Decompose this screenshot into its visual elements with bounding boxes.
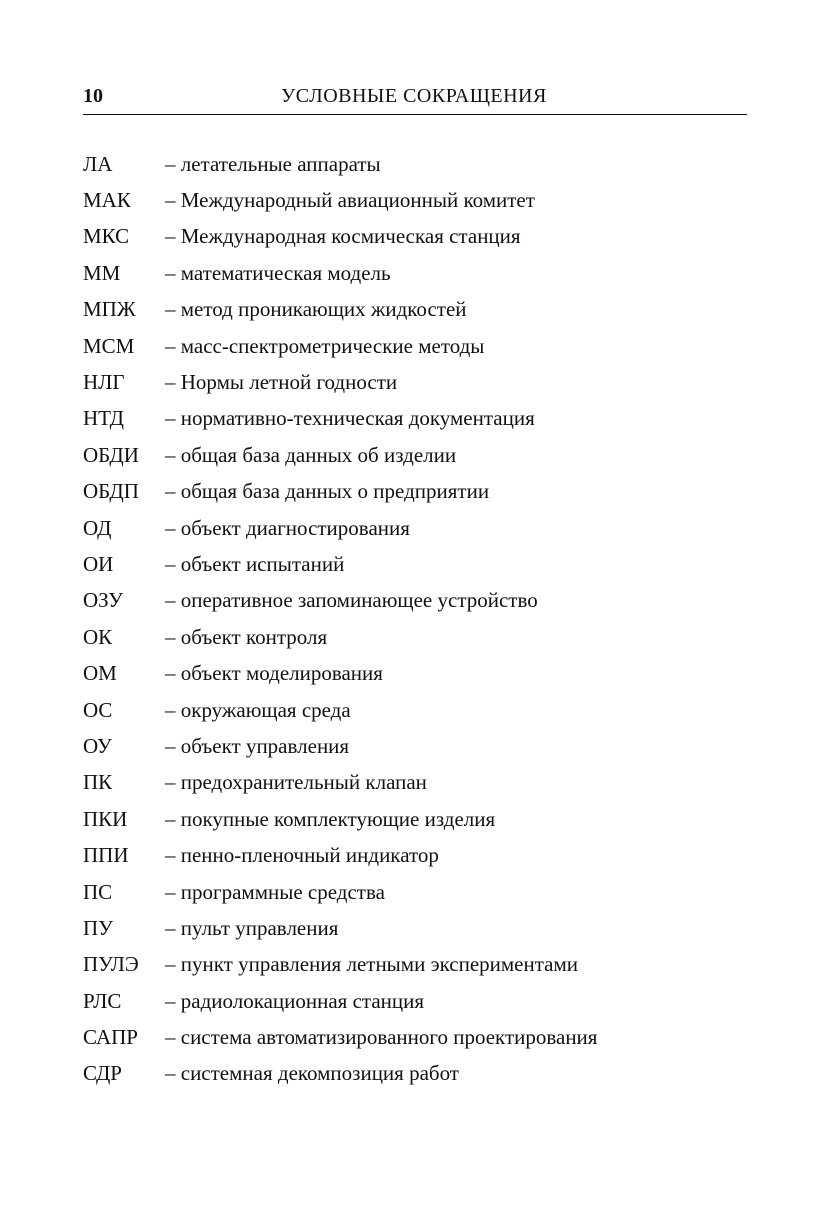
abbreviation-term: МСМ	[83, 333, 135, 358]
abbreviation-definition: – Международный авиационный комитет	[165, 188, 535, 213]
abbreviation-term: ОУ	[83, 733, 112, 758]
abbreviation-row	[83, 219, 747, 255]
abbreviation-row	[83, 292, 747, 328]
abbreviation-row	[83, 437, 747, 473]
abbreviation-term: ПКИ	[83, 806, 128, 831]
abbreviation-definition: – пенно-пленочный индикатор	[165, 843, 439, 868]
abbreviation-row	[83, 874, 747, 910]
abbreviation-row	[83, 510, 747, 546]
abbreviation-term: ПУ	[83, 915, 114, 940]
abbreviation-term: РЛС	[83, 988, 122, 1013]
abbreviation-definition: – предохранительный клапан	[165, 770, 427, 795]
abbreviation-row	[83, 255, 747, 291]
abbreviation-definition: – общая база данных о предприятии	[165, 479, 490, 504]
abbreviation-definition: – системная декомпозиция работ	[165, 1061, 459, 1086]
abbreviation-definition: – общая база данных об изделии	[165, 442, 457, 467]
abbreviation-definition: – масс-спектрометрические методы	[165, 333, 485, 358]
abbreviation-term: САПР	[83, 1025, 138, 1050]
abbreviation-row	[83, 474, 747, 510]
abbreviation-definition: – программные средства	[165, 879, 385, 904]
abbreviation-definition: – нормативно-техническая документация	[165, 406, 535, 431]
abbreviation-term: НЛГ	[83, 370, 125, 395]
abbreviation-term: ЛА	[83, 151, 113, 176]
abbreviation-term: ОБДИ	[83, 442, 139, 467]
abbreviation-term: НТД	[83, 406, 124, 431]
abbreviation-row	[83, 837, 747, 873]
abbreviation-term: ММ	[83, 260, 121, 285]
abbreviation-term: ОИ	[83, 551, 114, 576]
abbreviation-definition: – пункт управления летными экспериментами	[165, 952, 579, 977]
abbreviation-term: СДР	[83, 1061, 122, 1086]
abbreviation-term: ОЗУ	[83, 588, 124, 613]
abbreviation-definition: – оперативное запоминающее устройство	[165, 588, 538, 613]
abbreviation-row	[83, 182, 747, 218]
abbreviation-term: ОМ	[83, 661, 117, 686]
abbreviation-row	[83, 583, 747, 619]
abbreviation-row	[83, 546, 747, 582]
abbreviation-term: МАК	[83, 188, 131, 213]
abbreviation-definition: – радиолокационная станция	[165, 988, 425, 1013]
abbreviation-definition: – объект испытаний	[165, 551, 345, 576]
abbreviation-row	[83, 619, 747, 655]
abbreviation-definition: – объект контроля	[165, 624, 328, 649]
abbreviation-definition: – летательные аппараты	[165, 151, 381, 176]
header-rule	[83, 114, 747, 115]
abbreviation-term: МПЖ	[83, 297, 136, 322]
abbreviation-row	[83, 728, 747, 764]
abbreviation-term: ОД	[83, 515, 112, 540]
abbreviation-term: МКС	[83, 224, 130, 249]
abbreviation-row	[83, 401, 747, 437]
abbreviation-row	[83, 1019, 747, 1055]
abbreviation-term: ОК	[83, 624, 113, 649]
abbreviation-term: ПК	[83, 770, 113, 795]
abbreviation-term: ПС	[83, 879, 113, 904]
abbreviation-definition: – пульт управления	[165, 915, 339, 940]
abbreviation-row	[83, 910, 747, 946]
abbreviation-row	[83, 655, 747, 691]
page-number: 10	[83, 85, 103, 107]
abbreviation-definition: – математическая модель	[165, 260, 391, 285]
abbreviation-list	[83, 146, 747, 1092]
abbreviation-term: ПУЛЭ	[83, 952, 139, 977]
abbreviation-definition: – метод проникающих жидкостей	[165, 297, 467, 322]
abbreviation-term: ППИ	[83, 843, 129, 868]
abbreviation-definition: – объект диагностирования	[165, 515, 410, 540]
abbreviation-row	[83, 146, 747, 182]
abbreviation-definition: – Нормы летной годности	[165, 370, 398, 395]
abbreviation-row	[83, 364, 747, 400]
abbreviation-definition: – объект моделирования	[165, 661, 383, 686]
abbreviation-definition: – система автоматизированного проектирования	[165, 1025, 598, 1050]
abbreviation-definition: – объект управления	[165, 733, 350, 758]
abbreviation-term: ОБДП	[83, 479, 139, 504]
abbreviation-row	[83, 801, 747, 837]
abbreviation-definition: – окружающая среда	[165, 697, 351, 722]
abbreviation-row	[83, 692, 747, 728]
running-title: УСЛОВНЫЕ СОКРАЩЕНИЯ	[281, 85, 547, 107]
abbreviation-row	[83, 328, 747, 364]
abbreviation-row	[83, 765, 747, 801]
abbreviation-term: ОС	[83, 697, 113, 722]
abbreviation-row	[83, 1056, 747, 1092]
abbreviation-row	[83, 947, 747, 983]
abbreviation-definition: – Международная космическая станция	[165, 224, 521, 249]
abbreviation-definition: – покупные комплектующие изделия	[165, 806, 496, 831]
abbreviation-row	[83, 983, 747, 1019]
